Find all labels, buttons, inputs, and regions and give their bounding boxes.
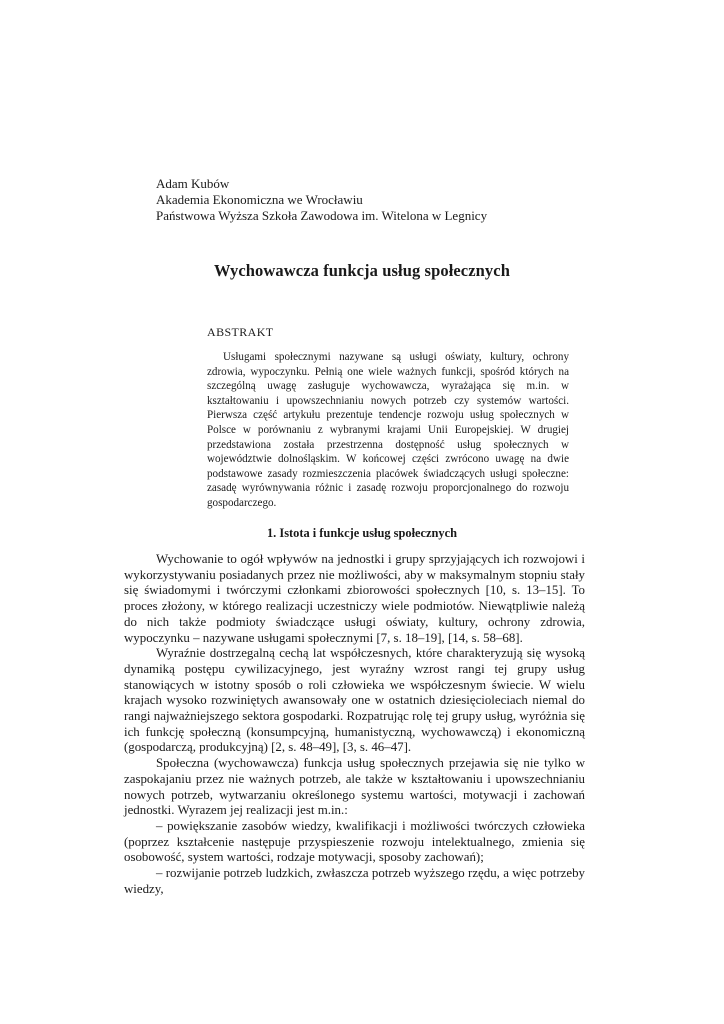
author-name: Adam Kubów xyxy=(156,176,230,191)
paper-title: Wychowawcza funkcja usług społecznych xyxy=(214,261,510,280)
affiliation-2: Państwowa Wyższa Szkoła Zawodowa im. Witelona w Legnicy xyxy=(156,208,488,223)
body-paragraph-3: Społeczna (wychowawcza) funkcja usług społecznych przejawia się nie tylko w zaspokajaniu przez nie ważnych potrzeb, ale także w kształtowaniu i upowszechnianiu nowych potrzeb, wytwarzaniu określonego systemu wartości, motywacji i zachowań jednostki. Wyrazem jej realizacji jest m.in.: xyxy=(124,756,585,818)
abstract-text: Usługami społecznymi nazywane są usługi oświaty, kultury, ochrony zdrowia, wypoczynku. Pełnią one wiele ważnych funkcji, spośród których na szczególną uwagę zasługuje wychowawcza, wyrażająca się m.in. w kształtowaniu i upowszechnianiu nowych potrzeb czy systemów wartości. Pierwsza część artykułu prezentuje tendencje rozwoju usług społecznych w Polsce w porównaniu z wybranymi krajami Unii Europejskiej. W drugiej przedstawiona została przestrzenna dostępność usług społecznych w województwie dolnośląskim. W końcowej części zwrócono uwagę na dwie podstawowe zasady rozmieszczenia placówek świadczących usługi społeczne: zasadę wyrównywania różnic i zasadę rozwoju proporcjonalnego do rozwoju gospodarczego. xyxy=(207,351,569,509)
body-text xyxy=(124,552,585,897)
abstract-heading: ABSTRAKT xyxy=(207,325,274,339)
section-heading: 1. Istota i funkcje usług społecznych xyxy=(266,526,457,540)
body-paragraph-1: Wychowanie to ogół wpływów na jednostki i grupy sprzyjających ich rozwojowi i wykorzystywaniu posiadanych przez nie możliwości, aby w maksymalnym stopniu stały się świadomymi i twórczymi członkami zbiorowości społecznych [10, s. 13–15]. To proces złożony, w którego realizacji uczestniczy wiele podmiotów. Niewątpliwie należą do nich także podmioty świadczące usługi oświaty, kultury, ochrony zdrowia, wypoczynku – nazywane usługami społecznymi [7, s. 18–19], [14, s. 58–68]. xyxy=(124,552,585,645)
author-block xyxy=(156,176,487,224)
list-item-2: – rozwijanie potrzeb ludzkich, zwłaszcza potrzeb wyższego rzędu, a więc potrzeby wiedzy, xyxy=(124,866,585,896)
list-item-1: – powiększanie zasobów wiedzy, kwalifikacji i możliwości twórczych człowieka (poprzez kształcenie następuje przyspieszenie rozwoju intelektualnego, zmienia się osobowość, system wartości, rodzaje motywacji, sposoby zachowań); xyxy=(124,818,585,865)
body-paragraph-2: Wyraźnie dostrzegalną cechą lat współczesnych, które charakteryzują się wysoką dynamiką postępu cywilizacyjnego, jest wyraźny wzrost rangi tej grupy usług stanowiących w istotny sposób o roli człowieka we współczesnym świecie. W wielu krajach wysoko rozwiniętych awansowały one w ostatnich dziesięcioleciach niemal do rangi najważniejszego sektora gospodarki. Rozpatrując rolę tej grupy usług, wyróżnia się ich funkcję społeczną (konsumpcyjną, humanistyczną, wychowawczą) i ekonomiczną (gospodarczą, produkcyjną) [2, s. 48–49], [3, s. 46–47]. xyxy=(124,646,585,755)
affiliation-1: Akademia Ekonomiczna we Wrocławiu xyxy=(156,192,363,207)
